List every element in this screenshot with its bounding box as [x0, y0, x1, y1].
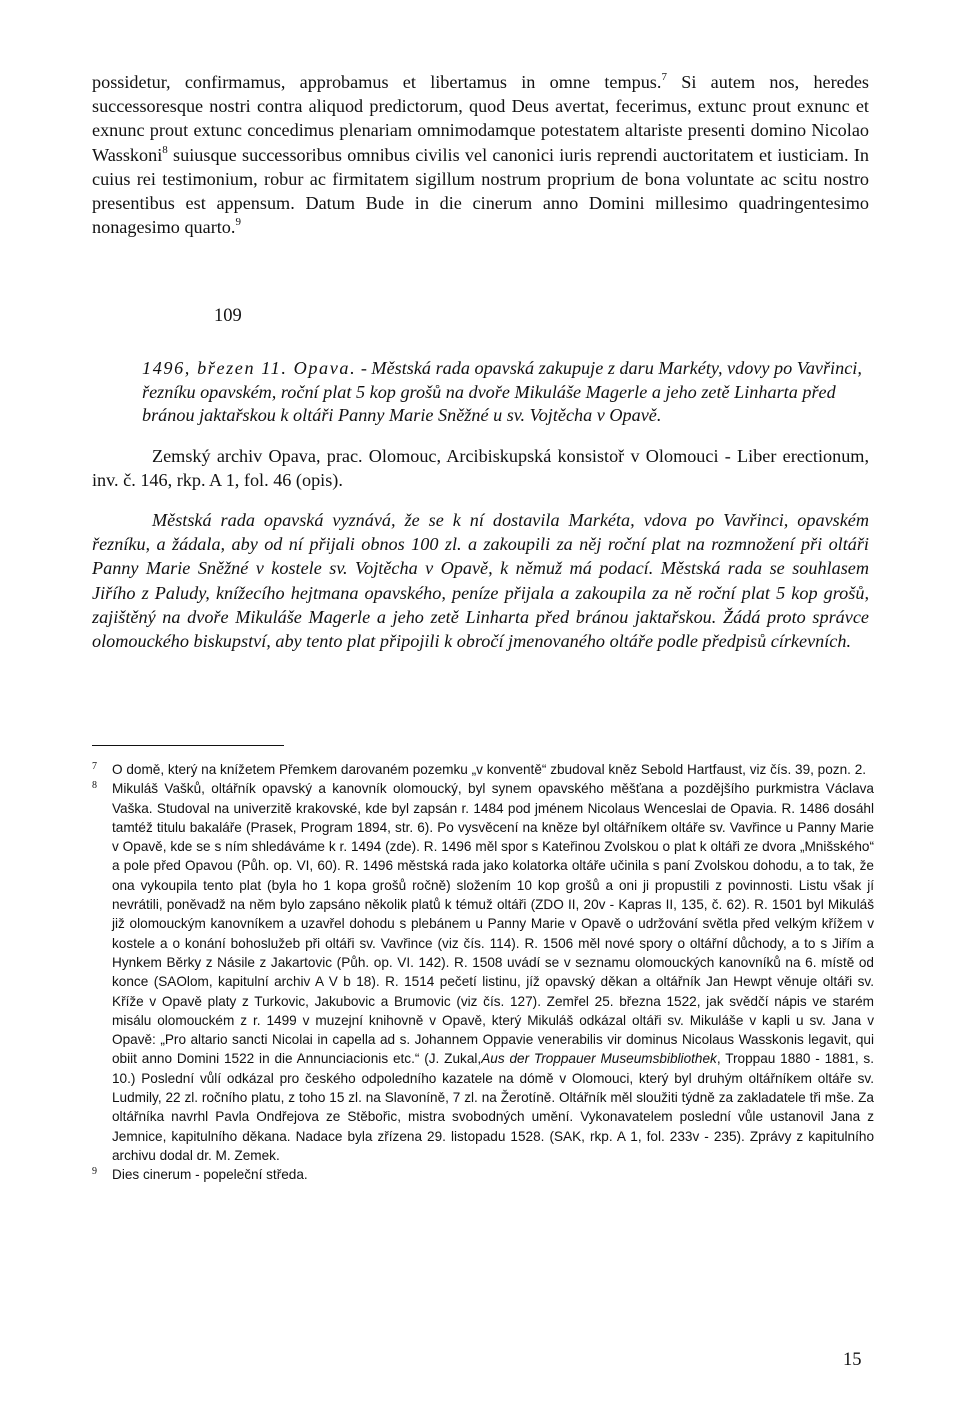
footnote-ref-9: 9	[235, 216, 241, 229]
footnote-divider	[92, 745, 284, 746]
footnote-7	[92, 760, 874, 779]
page-number: 15	[843, 1350, 862, 1370]
regest-text: - Městská rada opavská zakupuje z daru Markéty, vdovy po Vavřinci, řezníku opavském, roční plat 5 kop grošů na dvoře Mikuláše Magerle a jeho zetě Linharta před bránou jaktařskou k oltáři Panny Marie Sněžné u sv. Vojtěcha v Opavě.	[142, 358, 862, 426]
main-text-block	[92, 70, 869, 653]
footnotes	[92, 760, 874, 1185]
footnote-mark-8: 8	[92, 780, 97, 792]
regest	[142, 357, 869, 428]
archival-source-note: Zemský archiv Opava, prac. Olomouc, Arcibiskupská konsistoř v Olomouci - Liber erectionum, inv. č. 146, rkp. A 1, fol. 46 (opis).	[92, 445, 869, 490]
intro-text-part-2: Si autem nos, heredes successoresque nostri contra aliquod predictorum, quod Deus avertat, fecerimus, extunc prout exnunc et exnunc prout extunc concedimus plenariam omnimodamque potestatem altariste presenti domino Nicolao Wasskoni	[92, 72, 869, 165]
footnote-text-7: O domě, který na knížetem Přemkem darovaném pozemku „v konventě“ zbudoval kněz Sebold Hartfaust, viz čís. 39, pozn. 2.	[112, 762, 867, 777]
footnote-text-9: Dies cinerum - popeleční středa.	[112, 1167, 308, 1183]
document-summary: Městská rada opavská vyznává, že se k ní dostavila Markéta, vdova po Vavřinci, opavském řezníku, a žádala, aby od ní přijali obnos 100 zl. a zakoupili za něj roční plat na rozmnožení při oltáři Panny Marie Sněžné v kostele sv. Vojtěcha v Opavě, k němuž má podací. Městská rada se souhlasem Jiřího z Paludy, knížecího hejtmana opavského, peníze přijala a zakoupila za ně roční plat 5 kop grošů, zajištěný na dvoře Mikuláše Magerle a jeho zetě Linharta před bránou jaktařskou. Žádá proto správce olomouckého biskupství, aby tento plat připojili k obročí jmenovaného oltáře podle předpisů církevních.	[92, 509, 869, 651]
intro-paragraph	[92, 70, 869, 239]
footnote-ref-7: 7	[661, 70, 667, 83]
intro-text-part-3: suiusque successoribus omnibus civilis vel canonici iuris reprendi auctoritatem et iusticiam. In cuius rei testimonium, robur ac firmitatem sigillum nostrum proprium de bona voluntate ac scitu nostro presentibus est appensum. Datum Bude in die cinerum anno Domini millesimo quadringentesimo nonagesimo quarto.	[92, 144, 869, 238]
footnote-9	[92, 1165, 874, 1184]
footnote-ref-8: 8	[162, 143, 168, 156]
footnote-mark-7: 7	[92, 761, 97, 772]
footnote-mark-9: 9	[92, 1166, 97, 1178]
footnote-text-8b: , Troppau 1880 - 1881, s. 10.) Poslední vůlí odkázal pro českého odpoledního kazatele na dómě v Olomouci, který byl druhým oltářníkem oltáře sv. Ludmily, 22 zl. ročního platu, z toho 15 zl. na Slavoníně, 7 zl. na Žerotíně. Oltářník měl sloužiti týdně za zakladatele tři mše. Za oltářníka navrhl Pavla Ondřejova ze Stěbořic, mistra svobodných umění. Vykonavatelem poslední vůle ustanovil Jana z Jemnice, kapitulního děkana. Nadace byla zřízena 29. listopadu 1528. (SAK, rkp. A 1, fol. 233v - 235). Zprávy z kapitulního archivu dodal dr. M. Zemek.	[112, 1051, 875, 1163]
document-number: 109	[214, 306, 242, 327]
footnote-text-8-title: Aus der Troppauer Museumsbibliothek	[481, 1051, 717, 1067]
footnote-text-8a: Mikuláš Vašků, oltářník opavský a kanovník olomoucký, byl synem opavského měšťana a pozdějšího purkmistra Václava Vaška. Studoval na univerzitě krakovské, kde byl zapsán r. 1484 pod jménem Nicolaus Wenceslai de Opavia. R. 1486 dosáhl tamtéž titulu bakaláře (Prasek, Program 1894, str. 6). Po vysvěcení na kněze byl oltářníkem oltáře sv. Vavřince u Panny Marie v Opavě, kde se s ním shledáváme k r. 1494 (zde). R. 1496 měl spor s Kateřinou Zvolskou o plat k oltáři ze dvora „Mnišského“ a pole před Opavou (Půh. op. VI, 60). R. 1496 městská rada jako kolatorka oltáře učinila s paní Zvolskou dohodu, a to tak, že ona vykoupila tento plat (byla ho 1 kopa grošů ročně) složením 10 kop grošů a oni ji propustili z povinnosti. Listu však jí nevrátili, poněvadž na něm bylo zapsáno několik platů k témuž oltáři (ZDO II, 20v - Kapras II, 135, č. 62). R. 1501 byl Mikuláš již olomouckým kanovníkem a uzavřel dohodu s plebánem u Panny Marie v Opavě o udržování světla před velkým křížem v kostele a o konání bohoslužeb při oltáři sv. Vavřince (viz čís. 114). R. 1506 měl nové spory o oltářní důchody, a to s Jiřím a Hynkem Běrky z Násile z Jakartovic (Půh. op. VI. 142). R. 1508 uvádí se v seznamu olomouckých kanovníků na 6. místě od konce (SAOlom, kapitulní archiv A V b 18). R. 1514 pečetí listinu, jíž opavský děkan a oltářník Jan Hewpt věnuje oltáři sv. Kříže v Opavě platy z Turkovic, Jakubovic a Brumovic (viz čís. 127). Zemřel 25. března 1522, jak svědčí nápis ve starém misálu olomouckém z r. 1499 v muzejní knihovně v Opavě, který Mikuláš odkázal oltáři sv. Mikuláše v kapli u sv. Jana v Opavě: „Pro altario sancti Nicolai in capella ad s. Johannem Oppavie venerabilis vir dominus Nicolaus Wasskonis legavit, qui obiit anno Domini 1522 in die Annunciacionis etc.“ (J. Zukal,	[112, 781, 874, 1067]
footnote-8	[92, 779, 874, 1165]
regest-date: 1496, březen 11. Opava.	[142, 358, 357, 379]
intro-text-part-1: possidetur, confirmamus, approbamus et libertamus in omne tempus.	[92, 72, 662, 92]
